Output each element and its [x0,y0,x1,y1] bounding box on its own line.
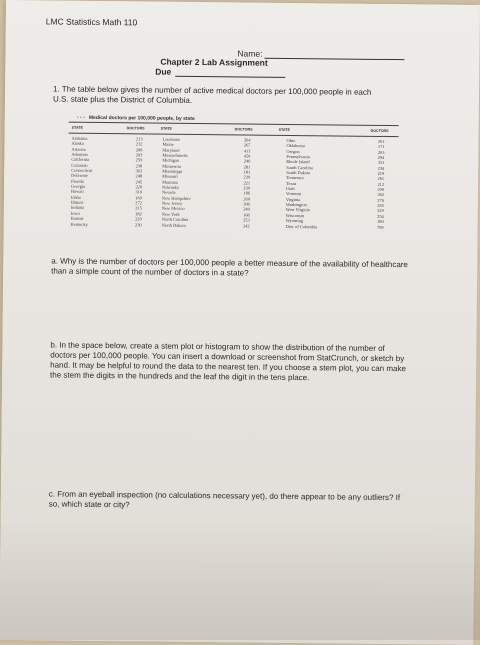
table-cell: Florida [71,178,84,184]
table-cell: 362 [377,192,385,198]
table-cell: Alabama [71,135,88,141]
table-cell: 254 [377,213,384,219]
table-cell: 281 [243,164,251,170]
table-cell: 180 [377,219,384,225]
table-cell: 219 [377,170,385,177]
table-cell: 232 [135,141,143,147]
table-cell: Nevada [161,190,176,196]
column-states-3 [286,138,319,229]
table-cell: Massachusetts [162,152,188,158]
table-caption [77,115,195,122]
table-cell: 209 [377,186,385,193]
table-cell: 263 [377,149,385,155]
header-state-3: STATE [278,127,290,132]
table-cell: Washington [285,202,307,208]
table-cell: Michigan [162,158,180,164]
table-cell: 239 [243,174,251,180]
table-cell: 182 [135,211,142,217]
table-cell: Hawaii [70,189,84,195]
table-caption-text: Medical doctors per 100,000 people, by state [88,114,195,122]
table-body [67,134,398,257]
table-cell: 267 [243,142,251,148]
table-cell: New Hampshire [161,195,191,201]
table-cell: 363 [135,168,143,174]
table-cell: 203 [135,152,143,158]
table-cell: Oregon [286,148,300,154]
column-doctors-3 [368,139,385,230]
table-cell: Kentucky [70,221,88,227]
table-cell: North Dakota [161,222,186,228]
table-cell: Delaware [71,173,89,179]
header-doctors-3: DOCTORS [370,128,389,134]
table-cell: Rhode Island [286,159,310,165]
table-cell: Vermont [285,191,302,197]
question-b: b. In the space below, create a stem plot or histogram to show the distribution of the number of doctors per 100,000 people. You can insert a download or screenshot from StatCrunch, or sketch by hand. It may be helpful to round the data to the nearest ten. If you choose a stem plot, you can make the stem the digits in the hundreds and the leaf the digit in the tens place. [50,340,406,383]
table-cell: South Dakota [286,170,311,176]
table-cell: 213 [135,136,143,142]
table-cell: 306 [243,201,250,207]
header-state-1: STATE [71,125,83,130]
table-cell: Maine [162,141,174,148]
table-cell: Iowa [70,210,80,216]
table-cell: 229 [377,208,384,214]
due-blank-line [175,76,285,78]
table-cell: Wyoming [285,218,304,224]
column-states-1 [71,136,93,227]
table-cell: Idaho [70,194,81,200]
table-cell: 240 [243,158,251,164]
table-cell: 411 [243,148,251,154]
table-cell: 294 [377,154,385,161]
table-cell: Connecticut [71,167,93,173]
table-cell: 260 [243,196,250,202]
table-cell: South Carolina [286,164,313,170]
table-cell: Nebraska [162,184,179,190]
table-cell: 248 [135,173,143,179]
table-cell: Wisconsin [285,212,305,218]
table-cell: Virginia [285,196,301,202]
table-cell: 169 [135,195,142,201]
table-cell: New York [161,211,180,217]
due-field [155,67,285,78]
column-doctors-1 [126,136,143,227]
table-cell: Kansas [70,215,84,221]
table-cell: 310 [135,189,143,195]
table-cell: West Virginia [285,207,310,213]
table-cell: 220 [135,216,142,222]
table-cell: Tennessee [286,175,305,181]
table-cell: Arkansas [71,151,88,157]
table-cell: 212 [377,181,385,187]
header-state-2: STATE [160,126,172,131]
doctors-table [67,122,398,257]
table-cell: 171 [377,144,385,150]
name-label: Name: [237,48,263,59]
table-cell: Arizona [71,146,86,152]
table-cell: Louisiana [162,136,180,142]
table-cell: Missouri [162,174,178,180]
table-cell: Oklahoma [286,143,305,149]
table-cell: 240 [243,206,250,213]
table-cell: 351 [377,160,385,166]
table-cell: 181 [243,169,251,175]
course-title: LMC Statistics Math 110 [45,16,138,28]
name-blank-line [264,58,404,60]
table-cell: Montana [162,179,178,185]
table-cell: 186 [243,190,251,197]
due-label: Due [155,66,172,77]
question-a: a. Why is the number of doctors per 100,000 people a better measure of the availability of healthcare than a simple count of the number of doctors in a state? [51,256,408,278]
table-cell: 166 [243,212,250,218]
table-cell: Colorado [71,162,88,168]
table-cell: Mississippi [162,168,183,174]
table-cell: 261 [377,176,385,182]
table-cell: 220 [135,184,143,190]
question-c: c. From an eyeball inspection (no calculations necessary yet), do there appear to be any outliers? If so, which state or city? [48,489,401,510]
table-cell: New Mexico [161,206,185,212]
table-cell: 264 [243,137,251,143]
table-cell: Minnesota [162,163,181,169]
table-cell: 272 [135,200,142,206]
column-states-2 [162,137,192,228]
header-doctors-2: DOCTORS [234,127,253,132]
table-cell: 450 [243,153,251,159]
table-cell: 230 [135,221,142,227]
header-doctors-1: DOCTORS [126,126,145,131]
table-cell: 259 [135,157,143,163]
table-cell: 253 [243,217,250,223]
table-cell: Texas [286,180,297,186]
column-doctors-2 [234,137,251,228]
table-cell: 221 [243,180,251,186]
table-cell: 208 [135,147,143,153]
table-cell: Maryland [162,147,180,153]
table-cell: 215 [135,205,142,211]
table-cell: 270 [377,197,384,203]
table-cell: California [71,157,90,163]
table-cell: Illinois [70,199,84,205]
table-cell: Indiana [70,205,85,211]
table-cell: 261 [377,138,385,144]
table-cell: 242 [243,222,250,229]
table-cell: New Jersey [161,200,183,206]
table-cell: 245 [135,179,143,185]
table-marker-icon: ▪ ▪ ▪ [76,114,85,121]
table-cell: Alaska [71,141,84,147]
table-cell: Utah [286,186,295,192]
assignment-title: Chapter 2 Lab Assignment [160,56,268,68]
table-cell: Dist. of Columbia [285,223,318,229]
table-cell: Ohio [286,137,296,144]
table-cell: Georgia [71,183,86,189]
table-cell: 230 [377,165,385,171]
question-1-intro: 1. The table below gives the number of active medical doctors per 100,000 people in each U.S. state plus the District of Columbia. [52,84,372,105]
table-cell: 239 [243,185,251,191]
table-cell: Pennsylvania [286,153,310,160]
table-cell: 265 [377,203,384,209]
table-cell: 238 [135,163,143,169]
table-cell: 799 [377,224,384,230]
table-cell: North Carolina [161,216,189,223]
